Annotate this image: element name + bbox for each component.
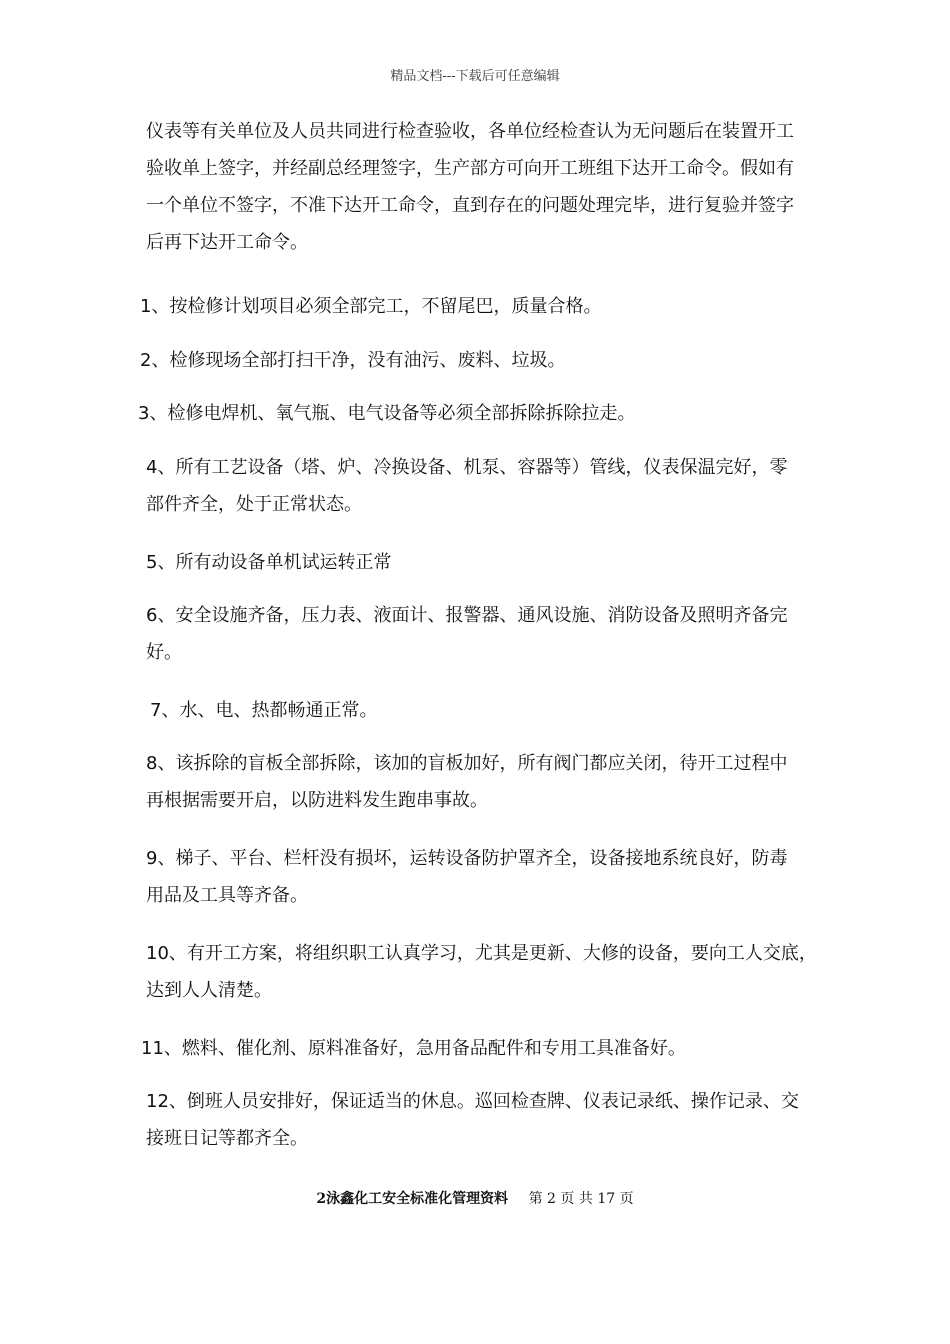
list-item-5	[146, 544, 846, 581]
text-line: 11、燃料、催化剂、原料准备好，急用备品配件和专用工具准备好。	[141, 1038, 686, 1059]
paragraph-intro	[146, 113, 846, 261]
text-line: 仪表等有关单位及人员共同进行检查验收，各单位经检查认为无问题后在装置开工	[146, 121, 794, 142]
list-item-12	[146, 1083, 846, 1157]
text-line: 12、倒班人员安排好，保证适当的休息。巡回检查牌、仪表记录纸、操作记录、交	[146, 1091, 799, 1112]
list-item-10	[146, 935, 846, 1009]
text-line: 验收单上签字，并经副总经理签字，生产部方可向开工班组下达开工命令。假如有	[146, 158, 794, 179]
page-footer	[0, 1188, 950, 1208]
text-line: 用品及工具等齐备。	[146, 885, 308, 906]
text-line: 5、所有动设备单机试运转正常	[146, 552, 392, 573]
text-line: 达到人人清楚。	[146, 980, 272, 1001]
text-line: 一个单位不签字，不准下达开工命令，直到存在的问题处理完毕，进行复验并签字	[146, 195, 794, 216]
list-item-4	[146, 449, 846, 523]
list-item-9	[146, 840, 846, 914]
text-line: 1、按检修计划项目必须全部完工，不留尾巴，质量合格。	[140, 296, 602, 317]
list-item-3	[138, 395, 838, 432]
list-item-6	[146, 597, 846, 671]
text-line: 再根据需要开启，以防进料发生跑串事故。	[146, 790, 488, 811]
list-item-1	[140, 288, 840, 325]
text-line: 部件齐全，处于正常状态。	[146, 494, 362, 515]
text-line: 7、水、电、热都畅通正常。	[150, 700, 378, 721]
text-line: 10、有开工方案，将组织职工认真学习，尤其是更新、大修的设备，要向工人交底，	[146, 943, 817, 964]
page-header: 精品文档---下载后可任意编辑	[390, 69, 560, 84]
text-line: 后再下达开工命令。	[146, 232, 308, 253]
list-item-7	[150, 692, 850, 729]
list-item-2	[140, 342, 840, 379]
page-number: 第 2 页 共 17 页	[528, 1191, 634, 1207]
text-line: 4、所有工艺设备（塔、炉、冷换设备、机泵、容器等）管线，仪表保温完好，零	[146, 457, 788, 478]
text-line: 6、安全设施齐备，压力表、液面计、报警器、通风设施、消防设备及照明齐备完	[146, 605, 788, 626]
text-line: 3、检修电焊机、氧气瓶、电气设备等必须全部拆除拆除拉走。	[138, 403, 636, 424]
text-line: 8、该拆除的盲板全部拆除，该加的盲板加好，所有阀门都应关闭，待开工过程中	[146, 753, 788, 774]
list-item-8	[146, 745, 846, 819]
text-line: 9、梯子、平台、栏杆没有损坏，运转设备防护罩齐全，设备接地系统良好，防毒	[146, 848, 788, 869]
text-line: 好。	[146, 642, 182, 663]
document-title: 2泳鑫化工安全标准化管理资料	[316, 1191, 509, 1207]
text-line: 2、检修现场全部打扫干净，没有油污、废料、垃圾。	[140, 350, 566, 371]
list-item-11	[141, 1030, 841, 1067]
text-line: 接班日记等都齐全。	[146, 1128, 308, 1149]
